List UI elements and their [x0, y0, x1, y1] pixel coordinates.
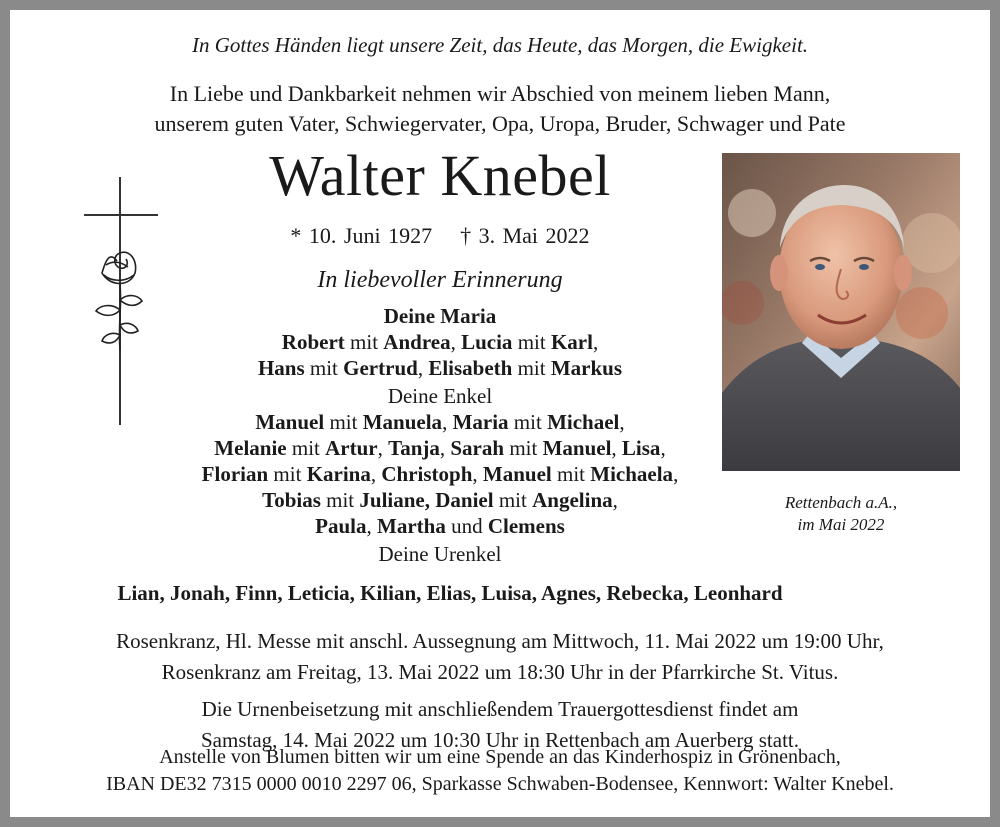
donation-info: [10, 744, 990, 798]
burial-line-2: Samstag, 14. Mai 2022 um 10:30 Uhr in Rettenbach am Auerberg statt.: [200, 728, 800, 752]
photo-caption: [722, 492, 960, 536]
motto: In Gottes Händen liegt unsere Zeit, das Heute, das Morgen, die Ewigkeit.: [191, 33, 809, 57]
grandchildren-line-3: Florian mit Karina, Christoph, Manuel mit Michaela,: [201, 462, 679, 486]
caption-line-2: im Mai 2022: [797, 515, 885, 534]
children-line-2: Hans mit Gertrud, Elisabeth mit Markus: [257, 356, 623, 380]
donation-line-2: IBAN DE32 7315 0000 0010 2297 06, Sparkasse Schwaben-Bodensee, Kennwort: Walter Knebel.: [106, 773, 894, 795]
obituary-card: [10, 10, 990, 817]
burial-line-1: Die Urnenbeisetzung mit anschließendem Trauergottesdienst findet am: [201, 697, 799, 721]
grandchildren-label: Deine Enkel: [387, 384, 493, 408]
service-line-1: Rosenkranz, Hl. Messe mit anschl. Aussegnung am Mittwoch, 11. Mai 2022 um 19:00 Uhr,: [116, 629, 884, 653]
family-list: [90, 303, 790, 567]
children-line-1: Robert mit Andrea, Lucia mit Karl,: [281, 330, 599, 354]
service-info: [10, 626, 990, 756]
intro-line-2: unserem guten Vater, Schwiegervater, Opa, Uropa, Bruder, Schwager und Pate: [154, 111, 846, 136]
life-dates: [160, 223, 720, 249]
deceased-name: Walter Knebel: [269, 143, 611, 208]
donation-line-1: Anstelle von Blumen bitten wir um eine Spende an das Kinderhospiz in Grönenbach,: [159, 746, 841, 768]
grandchildren-line-4: Tobias mit Juliane, Daniel mit Angelina,: [262, 488, 618, 512]
grandchildren-line-5: Paula, Martha und Clemens: [315, 514, 565, 538]
grandchildren-line-2: Melanie mit Artur, Tanja, Sarah mit Manuel, Lisa,: [214, 436, 666, 460]
great-grandchildren-label: Deine Urenkel: [378, 542, 502, 566]
intro-text: [10, 79, 990, 139]
birth-date: * 10. Juni 1927: [290, 223, 433, 248]
portrait-photo: [722, 153, 960, 471]
memory-heading: In liebevoller Erinnerung: [317, 267, 563, 293]
great-grandchildren-line: Lian, Jonah, Finn, Leticia, Kilian, Elias, Luisa, Agnes, Rebecka, Leonhard: [117, 581, 783, 605]
death-date: † 3. Mai 2022: [460, 223, 590, 248]
caption-line-1: Rettenbach a.A.,: [784, 493, 898, 512]
service-line-2: Rosenkranz am Freitag, 13. Mai 2022 um 18:30 Uhr in der Pfarrkirche St. Vitus.: [161, 660, 839, 684]
grandchildren-line-1: Manuel mit Manuela, Maria mit Michael,: [255, 410, 625, 434]
intro-line-1: In Liebe und Dankbarkeit nehmen wir Abschied von meinem lieben Mann,: [169, 81, 831, 106]
wife-line: Deine Maria: [383, 304, 497, 328]
